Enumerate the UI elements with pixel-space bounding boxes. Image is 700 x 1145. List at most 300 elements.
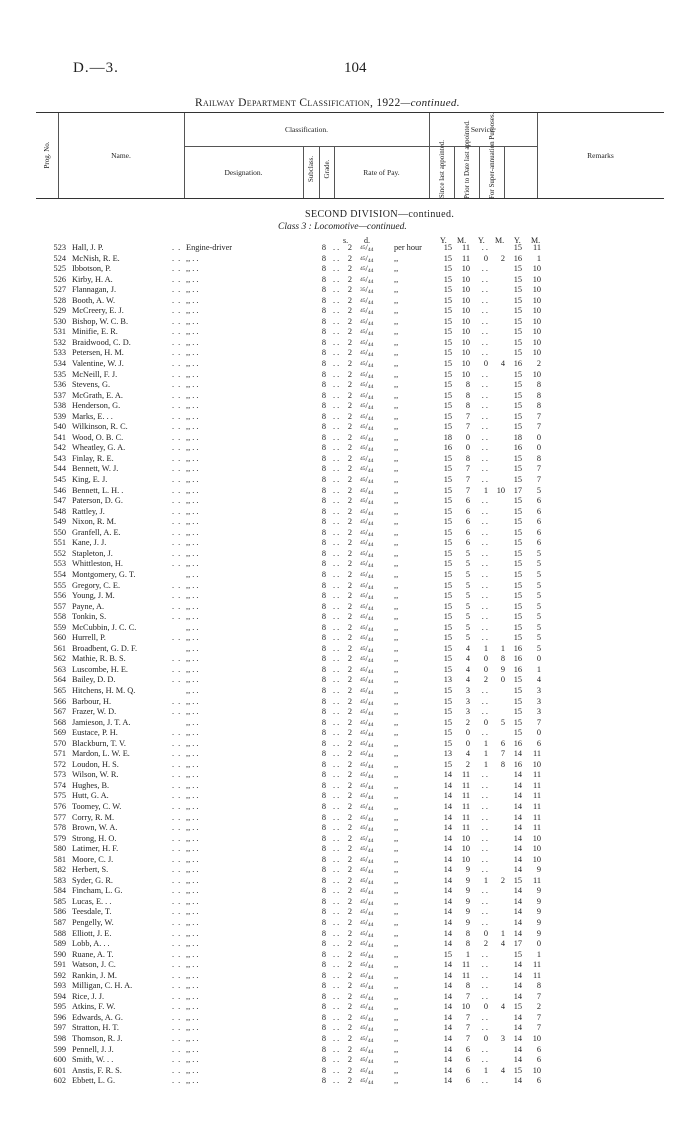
- since-years: 14: [443, 812, 452, 822]
- prog-no: 588: [53, 928, 66, 938]
- table-row: [0, 1013, 700, 1024]
- grade: 2: [347, 928, 353, 938]
- table-row: [0, 602, 700, 613]
- rate-period: ,,: [394, 601, 399, 611]
- rate-numerator: 45: [360, 255, 366, 262]
- super-months: 10: [532, 348, 541, 358]
- grade: 2: [347, 1023, 353, 1033]
- super-months: 2: [536, 1002, 541, 1012]
- prior-years: . .: [481, 496, 488, 506]
- rate-denominator: 44: [367, 384, 374, 391]
- since-months: 10: [461, 854, 470, 864]
- since-months: 9: [465, 896, 470, 906]
- leader-dots: . .: [172, 517, 182, 527]
- employee-name: Jamieson, J. T. A.: [72, 717, 131, 727]
- since-months: 3: [465, 685, 470, 695]
- employee-name: Bailey, D. D.: [72, 675, 116, 685]
- rate-denominator: 44: [367, 1048, 374, 1055]
- designation: ,, . .: [186, 295, 199, 305]
- super-months: 5: [536, 485, 541, 495]
- since-years: 14: [443, 1023, 452, 1033]
- column-dots: . .: [333, 1002, 340, 1012]
- since-years: 15: [443, 696, 452, 706]
- table-row: [0, 813, 700, 824]
- rate-pence: $^{45}/_{44}$: [360, 960, 374, 971]
- prior-years: . .: [481, 337, 488, 347]
- rate-period: ,,: [394, 1012, 399, 1022]
- prior-years: . .: [481, 285, 488, 295]
- column-dots: . .: [333, 728, 340, 738]
- rate-numerator: 45: [360, 1067, 366, 1074]
- rate-pence: $^{45}/_{44}$: [360, 907, 374, 918]
- rate-pence: $^{45}/_{44}$: [360, 601, 374, 612]
- rate-denominator: 44: [367, 763, 374, 770]
- prior-years: . .: [481, 591, 488, 601]
- super-years: 15: [513, 243, 522, 252]
- rate-pence: $^{45}/_{44}$: [360, 812, 374, 823]
- prog-no: 569: [53, 728, 66, 738]
- rate-denominator: 44: [367, 795, 374, 802]
- prog-no: 586: [53, 907, 66, 917]
- since-years: 14: [443, 1044, 452, 1054]
- since-months: 5: [465, 622, 470, 632]
- rate-denominator: 44: [367, 320, 374, 327]
- leader-dots: . .: [172, 833, 182, 843]
- since-years: 15: [443, 538, 452, 548]
- rate-numerator: 45: [360, 614, 366, 621]
- rate-period: ,,: [394, 422, 399, 432]
- rate-numerator: 45: [360, 782, 366, 789]
- grade: 2: [347, 633, 353, 643]
- leader-dots: . .: [172, 496, 182, 506]
- since-months: 7: [465, 464, 470, 474]
- employee-name: Broadbent, G. D. F.: [72, 643, 138, 653]
- rate-denominator: 44: [367, 1016, 374, 1023]
- column-dots: . .: [333, 506, 340, 516]
- since-years: 15: [443, 285, 452, 295]
- column-dots: . .: [333, 854, 340, 864]
- leader-dots: . .: [172, 886, 182, 896]
- rate-denominator: 44: [367, 552, 374, 559]
- since-years: 15: [443, 685, 452, 695]
- employee-name: Montgomery, G. T.: [72, 569, 136, 579]
- prior-months: 2: [500, 253, 505, 263]
- rate-period: ,,: [394, 264, 399, 274]
- rate-numerator: 35: [360, 287, 366, 294]
- prog-no: 573: [53, 770, 66, 780]
- prior-years: . .: [481, 823, 488, 833]
- table-row: [0, 306, 700, 317]
- grade: 2: [347, 918, 353, 927]
- rate-period: ,,: [394, 464, 399, 474]
- prog-no: 542: [53, 443, 66, 453]
- since-months: 11: [462, 970, 470, 980]
- prior-years: . .: [481, 453, 488, 463]
- table-row: [0, 496, 700, 507]
- grade: 2: [347, 496, 353, 506]
- rate-period: ,,: [394, 369, 399, 379]
- super-months: 10: [532, 295, 541, 305]
- leader-dots: . .: [172, 991, 182, 1001]
- rate-pence: $^{45}/_{44}$: [360, 707, 374, 718]
- designation: ,, . .: [186, 316, 199, 326]
- subclass: 8: [321, 359, 327, 369]
- since-months: 11: [462, 780, 470, 790]
- rate-denominator: 44: [367, 489, 374, 496]
- since-years: 15: [443, 506, 452, 516]
- table-row: [0, 855, 700, 866]
- prog-no: 547: [53, 496, 66, 506]
- grade: 2: [347, 443, 353, 453]
- super-years: 16: [513, 253, 522, 263]
- employee-name: Ebbett, L. G.: [72, 1076, 116, 1086]
- prior-years: . .: [481, 443, 488, 453]
- rate-period: ,,: [394, 801, 399, 811]
- since-months: 7: [465, 422, 470, 432]
- table-row: [0, 686, 700, 697]
- rate-period: ,,: [394, 633, 399, 643]
- since-years: 15: [443, 517, 452, 527]
- subclass: 8: [321, 960, 327, 970]
- since-months: 9: [465, 875, 470, 885]
- employee-name: McNeill, F. J.: [72, 369, 118, 379]
- rate-pence: $^{45}/_{44}$: [360, 801, 374, 812]
- super-months: 10: [532, 844, 541, 854]
- rate-numerator: 45: [360, 698, 366, 705]
- prog-no: 545: [53, 475, 66, 485]
- grade: 2: [347, 854, 353, 864]
- column-dots: . .: [333, 1023, 340, 1033]
- employee-name: Whittleston, H.: [72, 559, 123, 569]
- prior-years: . .: [481, 780, 488, 790]
- prog-no: 524: [53, 253, 66, 263]
- since-months: 5: [465, 569, 470, 579]
- rate-period: ,,: [394, 896, 399, 906]
- rate-numerator: 45: [360, 593, 366, 600]
- subclass: 8: [321, 612, 327, 622]
- prior-years: . .: [481, 517, 488, 527]
- subclass: 8: [321, 664, 327, 674]
- rate-numerator: 45: [360, 930, 366, 937]
- rate-numerator: 45: [360, 1036, 366, 1043]
- subclass: 8: [321, 243, 327, 252]
- rate-numerator: 45: [360, 339, 366, 346]
- table-row: [0, 1034, 700, 1045]
- super-months: 7: [536, 411, 541, 421]
- rate-period: ,,: [394, 728, 399, 738]
- rate-numerator: 45: [360, 424, 366, 431]
- prior-years: . .: [481, 791, 488, 801]
- rate-period: ,,: [394, 538, 399, 548]
- designation: ,, . .: [186, 327, 199, 337]
- rate-denominator: 44: [367, 900, 374, 907]
- leader-dots: . .: [172, 559, 182, 569]
- rate-denominator: 44: [367, 837, 374, 844]
- designation: ,, . .: [186, 759, 199, 769]
- designation: ,, . .: [186, 411, 199, 421]
- grade: 2: [347, 1012, 353, 1022]
- employee-name: Fincham, L. G.: [72, 886, 123, 896]
- since-years: 14: [443, 896, 452, 906]
- since-months: 10: [461, 1002, 470, 1012]
- since-years: 15: [443, 485, 452, 495]
- designation: ,, . .: [186, 527, 199, 537]
- prior-months: 1: [500, 643, 505, 653]
- rate-numerator: 45: [360, 455, 366, 462]
- since-years: 15: [443, 591, 452, 601]
- unit-y1: Y.: [440, 236, 447, 245]
- grade: 2: [347, 601, 353, 611]
- rate-numerator: 45: [360, 1004, 366, 1011]
- rate-pence: $^{45}/_{44}$: [360, 728, 374, 739]
- designation: ,, . .: [186, 274, 199, 284]
- column-dots: . .: [333, 443, 340, 453]
- super-months: 1: [536, 253, 541, 263]
- rate-period: ,,: [394, 907, 399, 917]
- since-months: 6: [465, 1065, 470, 1075]
- since-years: 15: [443, 264, 452, 274]
- super-years: 16: [513, 359, 522, 369]
- rate-period: ,,: [394, 348, 399, 358]
- prior-years: . .: [481, 380, 488, 390]
- table-row: [0, 422, 700, 433]
- prog-no: 577: [53, 812, 66, 822]
- rate-numerator: 45: [360, 466, 366, 473]
- division-heading: SECOND DIVISION—continued.: [305, 209, 455, 220]
- since-years: 15: [443, 707, 452, 717]
- column-dots: . .: [333, 348, 340, 358]
- rate-denominator: 44: [367, 753, 374, 760]
- column-dots: . .: [333, 369, 340, 379]
- prog-no: 555: [53, 580, 66, 590]
- subclass: 8: [321, 801, 327, 811]
- super-months: 8: [536, 390, 541, 400]
- since-months: 4: [465, 654, 470, 664]
- rate-pence: $^{45}/_{44}$: [360, 390, 374, 401]
- since-years: 14: [443, 981, 452, 991]
- super-months: 5: [536, 622, 541, 632]
- since-years: 15: [443, 295, 452, 305]
- leader-dots: . .: [172, 907, 182, 917]
- employee-name: Pennell, J. J.: [72, 1044, 114, 1054]
- rate-period: ,,: [394, 664, 399, 674]
- super-months: 0: [536, 654, 541, 664]
- column-dots: . .: [333, 569, 340, 579]
- prog-no: 528: [53, 295, 66, 305]
- leader-dots: . .: [172, 464, 182, 474]
- leader-dots: . .: [172, 728, 182, 738]
- designation: ,, . .: [186, 791, 199, 801]
- super-months: 11: [533, 812, 541, 822]
- since-years: 14: [443, 801, 452, 811]
- super-months: 7: [536, 991, 541, 1001]
- table-row: [0, 1076, 700, 1087]
- table-row: [0, 317, 700, 328]
- prog-no: 576: [53, 801, 66, 811]
- grade: 2: [347, 411, 353, 421]
- leader-dots: . .: [172, 538, 182, 548]
- designation: ,, . .: [186, 907, 199, 917]
- since-months: 6: [465, 1044, 470, 1054]
- super-years: 14: [513, 770, 522, 780]
- rate-numerator: 45: [360, 1057, 366, 1064]
- rate-numerator: 45: [360, 962, 366, 969]
- since-years: 14: [443, 1065, 452, 1075]
- leader-dots: . .: [172, 981, 182, 991]
- grade: 2: [347, 506, 353, 516]
- super-years: 14: [513, 928, 522, 938]
- super-years: 14: [513, 801, 522, 811]
- rate-period: ,,: [394, 960, 399, 970]
- super-years: 14: [513, 823, 522, 833]
- subclass: 8: [321, 432, 327, 442]
- rate-period: ,,: [394, 812, 399, 822]
- employee-name: Elliott, J. E.: [72, 928, 112, 938]
- leader-dots: . .: [172, 243, 182, 252]
- leader-dots: . .: [172, 285, 182, 295]
- rate-denominator: 44: [367, 352, 374, 359]
- prior-years: . .: [481, 243, 488, 252]
- prior-years: . .: [481, 812, 488, 822]
- rate-pence: $^{45}/_{44}$: [360, 591, 374, 602]
- employee-name: McCreery, E. J.: [72, 306, 124, 316]
- employee-name: McCubbin, J. C. C.: [72, 622, 137, 632]
- rate-numerator: 45: [360, 382, 366, 389]
- super-months: 9: [536, 918, 541, 927]
- rate-period: ,,: [394, 306, 399, 316]
- prog-no: 564: [53, 675, 66, 685]
- rate-denominator: 44: [367, 247, 374, 253]
- rate-pence: $^{45}/_{44}$: [360, 243, 374, 253]
- super-years: 15: [513, 517, 522, 527]
- rate-numerator: 45: [360, 856, 366, 863]
- super-years: 14: [513, 886, 522, 896]
- rate-denominator: 44: [367, 415, 374, 422]
- rate-pence: $^{45}/_{44}$: [360, 654, 374, 665]
- column-dots: . .: [333, 991, 340, 1001]
- super-months: 0: [536, 443, 541, 453]
- prog-no: 554: [53, 569, 66, 579]
- prog-no: 572: [53, 759, 66, 769]
- subclass: 8: [321, 327, 327, 337]
- rate-numerator: 45: [360, 1078, 366, 1085]
- prog-no: 526: [53, 274, 66, 284]
- since-months: 8: [465, 390, 470, 400]
- leader-dots: . .: [172, 337, 182, 347]
- rate-numerator: 45: [360, 266, 366, 273]
- prior-years: . .: [481, 949, 488, 959]
- grade: 2: [347, 833, 353, 843]
- employee-name: Moore, C. J.: [72, 854, 114, 864]
- rate-numerator: 45: [360, 814, 366, 821]
- leader-dots: . .: [172, 770, 182, 780]
- since-months: 6: [465, 506, 470, 516]
- designation: ,, . .: [186, 285, 199, 295]
- prior-months: 4: [500, 939, 505, 949]
- grade: 2: [347, 348, 353, 358]
- rate-denominator: 44: [367, 426, 374, 433]
- super-months: 3: [536, 707, 541, 717]
- leader-dots: . .: [172, 401, 182, 411]
- employee-name: Wood, O. B. C.: [72, 432, 124, 442]
- column-dots: . .: [333, 243, 340, 252]
- super-months: 10: [532, 1034, 541, 1044]
- rate-denominator: 44: [367, 521, 374, 528]
- prior-years: . .: [481, 886, 488, 896]
- prior-years: . .: [481, 527, 488, 537]
- super-years: 14: [513, 1076, 522, 1086]
- employee-name: Smith, W. . .: [72, 1055, 114, 1065]
- since-months: 11: [462, 243, 470, 252]
- leader-dots: . .: [172, 485, 182, 495]
- table-row: [0, 1055, 700, 1066]
- prog-no: 575: [53, 791, 66, 801]
- prior-years: 0: [483, 654, 488, 664]
- rate-numerator: 45: [360, 403, 366, 410]
- super-years: 15: [513, 337, 522, 347]
- rate-numerator: 45: [360, 941, 366, 948]
- subclass: 8: [321, 633, 327, 643]
- rate-pence: $^{45}/_{44}$: [360, 981, 374, 992]
- employee-name: Lobb, A. . .: [72, 939, 110, 949]
- prog-no: 593: [53, 981, 66, 991]
- rate-numerator: 45: [360, 329, 366, 336]
- designation: ,, . .: [186, 443, 199, 453]
- prog-no: 587: [53, 918, 66, 927]
- subclass: 8: [321, 991, 327, 1001]
- prog-no: 584: [53, 886, 66, 896]
- rate-period: ,,: [394, 274, 399, 284]
- employee-name: Rankin, J. M.: [72, 970, 117, 980]
- since-months: 6: [465, 1055, 470, 1065]
- super-years: 15: [513, 601, 522, 611]
- prog-no: 597: [53, 1023, 66, 1033]
- since-years: 15: [443, 580, 452, 590]
- leader-dots: . .: [172, 759, 182, 769]
- table-row: [0, 781, 700, 792]
- rate-numerator: 45: [360, 498, 366, 505]
- designation: ,, . .: [186, 1034, 199, 1044]
- prior-years: 0: [483, 1002, 488, 1012]
- rate-numerator: 45: [360, 371, 366, 378]
- prog-no: 531: [53, 327, 66, 337]
- table-row: [0, 1002, 700, 1013]
- since-months: 9: [465, 907, 470, 917]
- employee-name: Nixon, R. M.: [72, 517, 117, 527]
- since-months: 4: [465, 675, 470, 685]
- prior-years: . .: [481, 981, 488, 991]
- rate-pence: $^{45}/_{44}$: [360, 1044, 374, 1055]
- prior-years: . .: [481, 569, 488, 579]
- grade: 2: [347, 559, 353, 569]
- since-months: 8: [465, 453, 470, 463]
- designation: ,, . .: [186, 390, 199, 400]
- prior-years: 1: [483, 485, 488, 495]
- employee-name: Lucas, E. . .: [72, 896, 112, 906]
- rate-denominator: 44: [367, 732, 374, 739]
- unit-m1: M.: [457, 236, 467, 245]
- super-months: 5: [536, 580, 541, 590]
- leader-dots: . .: [172, 854, 182, 864]
- rate-pence: $^{45}/_{44}$: [360, 759, 374, 770]
- rate-period: ,,: [394, 844, 399, 854]
- table-row: [0, 296, 700, 307]
- designation: ,, . .: [186, 580, 199, 590]
- since-months: 10: [461, 359, 470, 369]
- rate-denominator: 44: [367, 985, 374, 992]
- rate-numerator: 45: [360, 920, 366, 926]
- prior-years: 0: [483, 1034, 488, 1044]
